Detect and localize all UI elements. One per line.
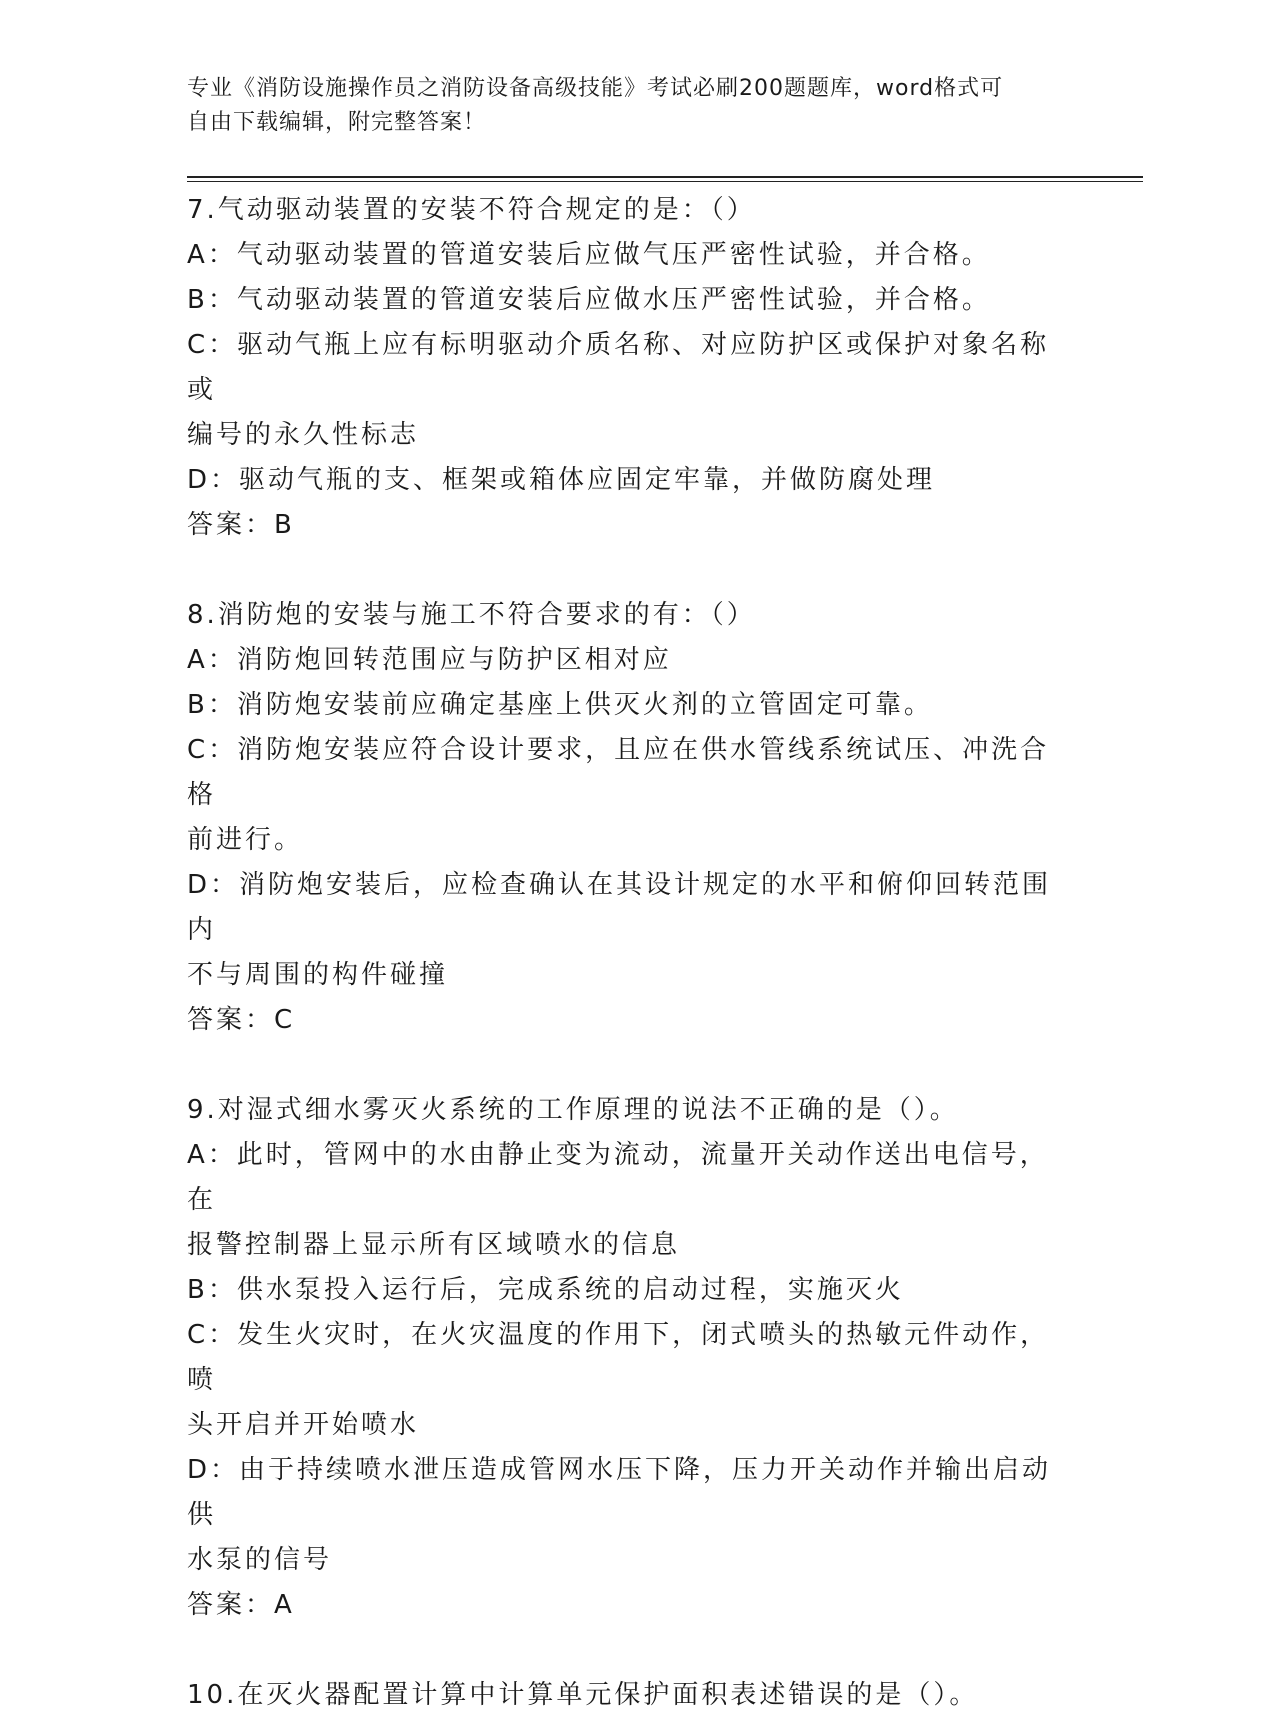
header-line-1: 专业《消防设施操作员之消防设备高级技能》考试必刷200题题库，word格式可 <box>187 76 1004 101</box>
option-a: A：此时，管网中的水由静止变为流动，流量开关动作送出电信号，在 <box>187 1140 1049 1215</box>
option-d-cont: 水泵的信号 <box>187 1545 333 1575</box>
option-b: B：消防炮安装前应确定基座上供灭火剂的立管固定可靠。 <box>187 690 933 720</box>
option-c-cont: 前进行。 <box>187 825 304 855</box>
question-8 <box>187 593 1067 1043</box>
option-d: D：由于持续喷水泄压造成管网水压下降，压力开关动作并输出启动供 <box>187 1455 1052 1530</box>
option-a: A：消防炮回转范围应与防护区相对应 <box>187 645 672 675</box>
option-d: D：消防炮安装后，应检查确认在其设计规定的水平和俯仰回转范围内 <box>187 870 1052 945</box>
option-c: C：消防炮安装应符合设计要求，且应在供水管线系统试压、冲洗合格 <box>187 735 1050 810</box>
question-list <box>187 188 1067 1718</box>
question-stem: 10.在灭火器配置计算中计算单元保护面积表述错误的是（）。 <box>187 1680 979 1710</box>
question-stem: 7.气动驱动装置的安装不符合规定的是：（） <box>187 195 756 225</box>
answer: 答案：C <box>187 1005 296 1035</box>
option-d-cont: 不与周围的构件碰撞 <box>187 960 449 990</box>
question-stem: 9.对湿式细水雾灭火系统的工作原理的说法不正确的是（）。 <box>187 1095 959 1125</box>
spacer <box>187 1628 1067 1673</box>
option-c-cont: 头开启并开始喷水 <box>187 1410 420 1440</box>
option-a: A：气动驱动装置的管道安装后应做气压严密性试验，并合格。 <box>187 240 991 270</box>
option-c: C：驱动气瓶上应有标明驱动介质名称、对应防护区或保护对象名称或 <box>187 330 1050 405</box>
question-9 <box>187 1088 1067 1628</box>
document-header <box>187 72 1067 140</box>
question-stem: 8.消防炮的安装与施工不符合要求的有：（） <box>187 600 756 630</box>
question-10 <box>187 1673 1067 1718</box>
answer: 答案：A <box>187 1590 295 1620</box>
spacer <box>187 1043 1067 1088</box>
option-b: B：气动驱动装置的管道安装后应做水压严密性试验，并合格。 <box>187 285 991 315</box>
header-line-2: 自由下载编辑，附完整答案！ <box>187 110 487 135</box>
option-d: D：驱动气瓶的支、框架或箱体应固定牢靠，并做防腐处理 <box>187 465 936 495</box>
header-rule-thin <box>187 181 1143 182</box>
question-7 <box>187 188 1067 548</box>
option-c-cont: 编号的永久性标志 <box>187 420 420 450</box>
answer: 答案：B <box>187 510 295 540</box>
option-c: C：发生火灾时，在火灾温度的作用下，闭式喷头的热敏元件动作，喷 <box>187 1320 1050 1395</box>
header-rule-thick <box>187 176 1143 178</box>
option-a-cont: 报警控制器上显示所有区域喷水的信息 <box>187 1230 681 1260</box>
option-b: B：供水泵投入运行后，完成系统的启动过程，实施灭火 <box>187 1275 904 1305</box>
spacer <box>187 548 1067 593</box>
